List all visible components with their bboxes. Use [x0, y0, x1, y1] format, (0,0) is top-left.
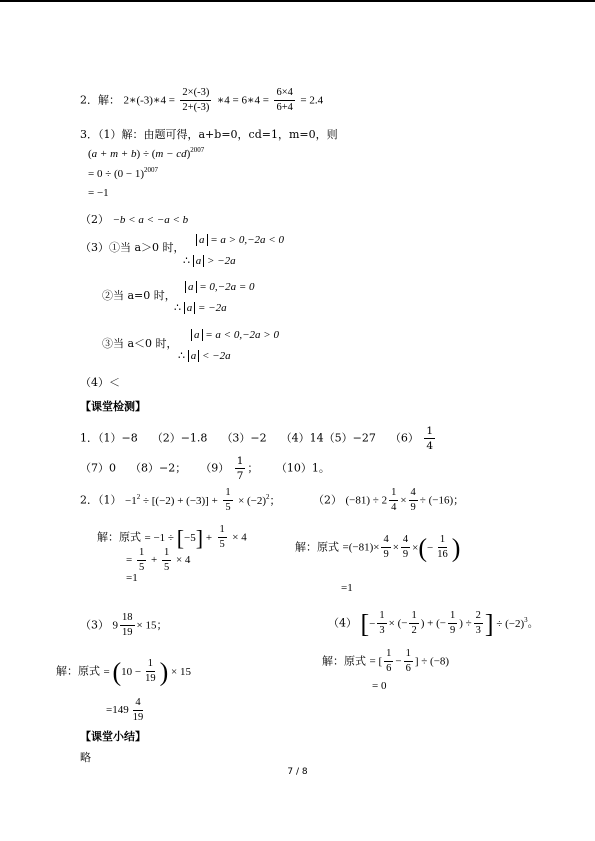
- problem-3-part-2: （2） −b < a < −a < b: [80, 213, 189, 226]
- check-2-1-solution-2: = $\frac{1}{5}$ + $\frac{1}{5}$ × 4: [126, 547, 191, 573]
- problem-2-fraction-1: $\frac{2\times(-3)}{2+(-3)}$: [182, 87, 210, 113]
- check-2-2-question: （2） (−81) ÷ 2 $\frac{1}{4}$ × $\frac{4}{9}$ ÷ (−16)；: [313, 487, 465, 513]
- problem-2-expression: 2∗(-3)∗4 =: [123, 94, 175, 107]
- problem-3-eq-2: = $0 \div (0 - 1)^{2007}$: [88, 166, 159, 180]
- section-heading-check: 【课堂检测】: [80, 400, 146, 413]
- check-2-4-solution-1: 解：原式 = [ $\frac{1}{6}$ − $\frac{1}{6}$ ] ÷ (−8): [322, 648, 450, 674]
- case-3-label: ③当 a＜0 时，: [102, 337, 178, 350]
- case-3-line-2: ∴ a < −2a: [178, 350, 231, 362]
- case-3-line-1: a = a < 0,−2a > 0: [191, 328, 279, 342]
- problem-3-part-3-label: （3）①当 a＞0 时，: [80, 241, 185, 254]
- answer-9-fraction: $\frac{1}{7}$: [236, 455, 244, 482]
- case-2-label: ②当 a=0 时，: [102, 289, 176, 302]
- problem-2-line: [80, 87, 323, 114]
- problem-3-eq-1: (a + m + b) ÷ (m − cd)$^{2007}$: [88, 146, 205, 160]
- check-2-1-solution-3: =1: [126, 572, 138, 584]
- check-2-4-question: （4） [− $\frac{1}{3}$ × (− $\frac{1}{2}$ ) + (− $\frac{1}{9}$ ) ÷ $\frac{2}{3}$ ] ÷ $(-2)^3$。: [328, 608, 539, 638]
- summary-text: 略: [80, 751, 91, 764]
- case-1-line-1: a = a > 0,−2a < 0: [196, 233, 284, 247]
- answer-6-fraction: $\frac{1}{4}$: [426, 425, 434, 452]
- problem-2-label: 2．解：: [80, 93, 120, 107]
- problem-3-eq-3: = −1: [88, 187, 109, 199]
- case-1-line-2: ∴ a > −2a: [183, 255, 236, 267]
- problem-2-result: = 2.4: [300, 94, 324, 107]
- check-2-3-question: （3） 9 $\frac{18}{19}$ × 15；: [80, 612, 168, 638]
- problem-3-heading: 3．（1）解：由题可得，a+b=0，cd=1，m=0，则: [80, 128, 338, 141]
- check-2-3-solution-2: =149 $\frac{4}{19}$: [106, 697, 144, 723]
- check-row-2: （7）0 （8）−2； （9） $\frac{1}{7}$ ； （10）1。: [80, 455, 330, 482]
- page-top-border: [0, 0, 595, 2]
- page-number: 7 / 8: [287, 767, 308, 777]
- case-2-line-2: ∴ a = −2a: [174, 302, 227, 314]
- problem-2-middle: ∗4 = 6∗4 =: [216, 94, 269, 107]
- problem-2-fraction-2: $\frac{6\times 4}{6+4}$: [276, 87, 293, 113]
- check-2-2-solution-1: 解：原式 =(−81)× $\frac{4}{9}$ × $\frac{4}{9}$ ×(− $\frac{1}{16}$ ): [295, 532, 461, 562]
- check-2-1-question: 2．$(1) -1^2 \div [(-2) + (-3)]$ + $\frac{1}{5}$ × $(-2)^2$；: [80, 487, 281, 513]
- check-row-1: 1．（1）−8 （2）−1.8 （3）−2 （4）14（5）−27 （6） $\frac{1}{4}$: [80, 425, 434, 452]
- check-2-2-solution-2: =1: [341, 582, 353, 594]
- check-2-1-solution-1: 解：原式 = −1 ÷ [−5] + $\frac{1}{5}$ × 4: [97, 524, 247, 550]
- case-2-line-1: a = 0,−2a = 0: [185, 280, 255, 294]
- check-2-4-solution-2: = 0: [372, 680, 387, 692]
- problem-3-part-4: （4）＜: [80, 376, 120, 389]
- check-2-3-solution-1: 解：原式 = (10 − $\frac{1}{19}$ ) × 15: [56, 656, 191, 686]
- section-heading-summary: 【课堂小结】: [80, 730, 146, 743]
